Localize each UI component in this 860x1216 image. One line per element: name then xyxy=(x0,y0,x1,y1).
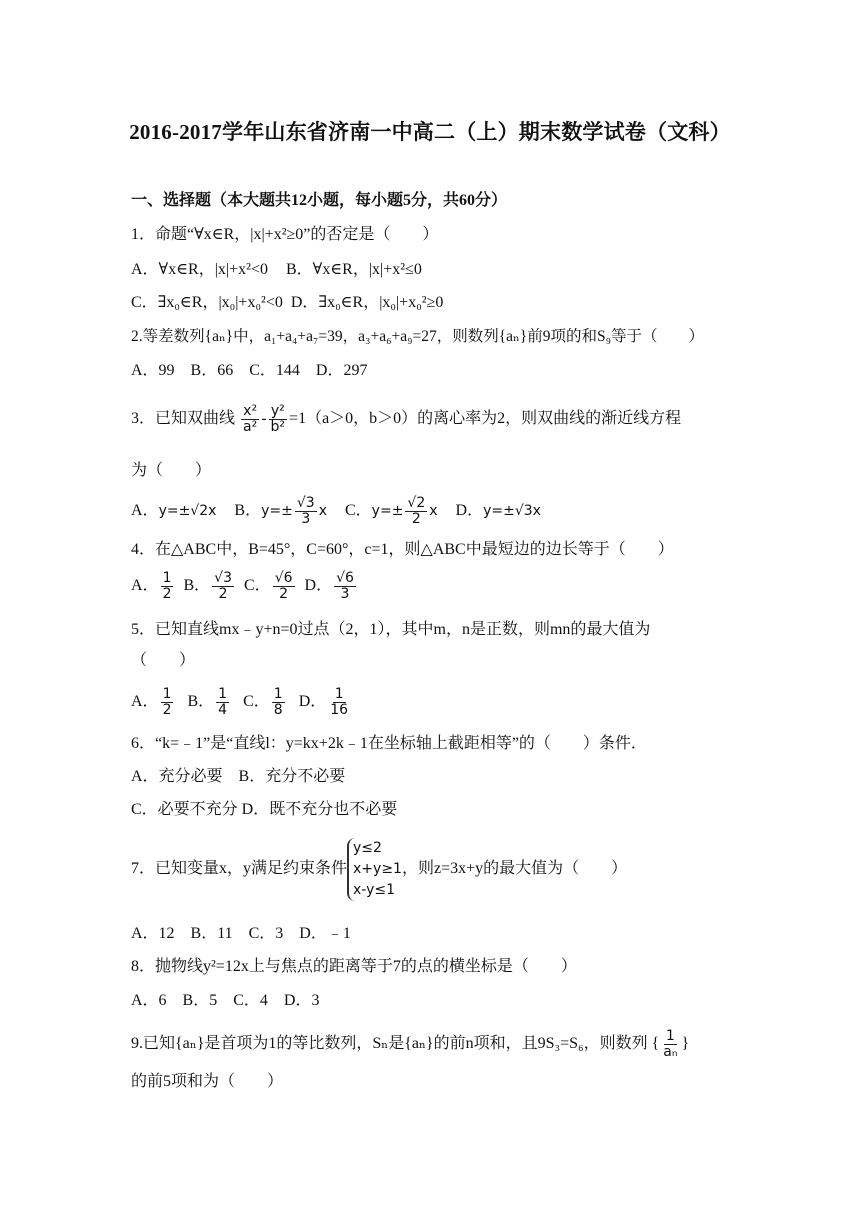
q4-option-d[interactable]: D． $\frac{√6}{3}$ xyxy=(304,569,354,602)
q4-stem: 4．在△ABC中，B=45°，C=60°，c=1，则△ABC中最短边的边长等于（ ） xyxy=(131,541,674,558)
q1-option-a[interactable]: A．∀x∈R，|x|+x²<0 xyxy=(131,261,268,278)
q7-options[interactable]: A．12 B．11 C．3 D．﹣1 xyxy=(131,925,351,942)
q7-stem-post: ，则z=3x+y的最大值为（ ） xyxy=(401,860,628,877)
q4-options xyxy=(131,568,372,604)
q3-option-a[interactable]: A．y=±√2x xyxy=(131,502,217,519)
q4-option-c[interactable]: C． $\frac{√6}{2}$ xyxy=(244,569,293,602)
q3-stem-post: =1（a＞0，b＞0）的离心率为2，则双曲线的渐近线方程 xyxy=(289,410,682,427)
q4-option-b[interactable]: B． $\frac{√3}{2}$ xyxy=(183,569,232,602)
q5-option-c[interactable]: C． $\frac{1}{8}$ xyxy=(243,685,283,718)
q8-options[interactable]: A．6 B．5 C．4 D．3 xyxy=(131,992,320,1009)
q3-option-d[interactable]: D．y=±√3x xyxy=(455,502,541,519)
q7-constraint-1: y≤2 xyxy=(353,839,382,856)
q8-stem: 8．抛物线y²=12x上与焦点的距离等于7的点的横坐标是（ ） xyxy=(131,958,577,975)
q7-stem xyxy=(131,833,627,905)
q3-stem-pre: 3．已知双曲线 xyxy=(131,410,236,427)
q2-stem: 2.等差数列{aₙ}中，a₁+a₄+a₇=39，a₃+a₆+a₉=27，则数列{aₙ}前9项的和S₉等于（ ） xyxy=(131,328,704,345)
q5-options xyxy=(131,684,366,720)
q3-option-c[interactable]: C．y=± $\frac{√2}{2}$ x xyxy=(344,494,438,527)
q1-option-d[interactable]: D．∃x₀∈R，|x₀|+x₀²≥0 xyxy=(290,294,444,311)
q1-option-c[interactable]: C．∃x₀∈R，|x₀|+x₀²<0 xyxy=(131,294,283,311)
q4-option-a[interactable]: A． $\frac{1}{2}$ xyxy=(131,569,172,602)
q9-stem-text: 9.已知{aₙ}是首项为1的等比数列，Sₙ是{aₙ}的前n项和，且9S₃=S₆，则数列 xyxy=(131,1035,648,1052)
exam-title: 2016-2017学年山东省济南一中高二（上）期末数学试卷（文科） xyxy=(129,120,731,144)
q9-stem-cont: 的前5项和为（ ） xyxy=(131,1073,284,1090)
q5-stem: 5．已知直线mx﹣y+n=0过点（2，1），其中m，n是正数，则mn的最大值为 xyxy=(131,621,651,638)
q7-constraint-3: x-y≤1 xyxy=(353,881,396,898)
q3-stem: 3．已知双曲线 $\frac{\text{x²}}{\text{a²}}$ - $\frac{\text{y²}}{\text{b²}}$ =1（a＞0，b＞0）的离心率为2，则双曲线的渐近线方程 xyxy=(131,402,682,435)
q5-stem-cont: （ ） xyxy=(131,652,196,669)
q9-sequence: { $\frac{1}{\text{aₙ}}$ } xyxy=(651,1027,690,1060)
q5-option-b[interactable]: B． $\frac{1}{4}$ xyxy=(187,685,228,718)
q5-option-a[interactable]: A． $\frac{1}{2}$ xyxy=(131,685,172,718)
q3-option-b[interactable]: B．y=± $\frac{√3}{3}$ x xyxy=(234,494,327,527)
q6-stem: 6．“k=﹣1”是“直线l：y=kx+2k﹣1在坐标轴上截距相等”的（ ）条件． xyxy=(131,735,647,752)
q7-constraint-system xyxy=(347,838,402,901)
q3-stem-cont: 为（ ） xyxy=(131,462,212,479)
q1-option-b[interactable]: B．∀x∈R，|x|+x²≤0 xyxy=(285,261,422,278)
q6-options-row1[interactable]: A．充分必要 B．充分不必要 xyxy=(131,768,346,785)
q1-stem: 1．命题“∀x∈R，|x|+x²≥0”的否定是（ ） xyxy=(131,226,439,243)
q1-options-row2 xyxy=(131,292,457,314)
q6-options-row2[interactable]: C．必要不充分 D．既不充分也不必要 xyxy=(131,801,398,818)
q2-options[interactable]: A．99 B．66 C．144 D．297 xyxy=(131,362,368,379)
q3-fraction-x: $\frac{\text{x²}}{\text{a²}}$ xyxy=(243,402,258,435)
q7-stem-pre: 7．已知变量x，y满足约束条件 xyxy=(131,860,348,877)
q3-options xyxy=(131,494,555,528)
q9-stem xyxy=(131,1026,689,1062)
q3-fraction-y: $\frac{\text{y²}}{\text{b²}}$ xyxy=(270,402,286,435)
q7-constraint-2: x+y≥1 xyxy=(353,860,402,877)
q1-options-row1 xyxy=(131,259,436,281)
section-heading: 一、选择题（本大题共12小题，每小题5分，共60分） xyxy=(131,192,508,209)
q5-option-d[interactable]: D． $\frac{1}{16}$ xyxy=(298,685,349,718)
